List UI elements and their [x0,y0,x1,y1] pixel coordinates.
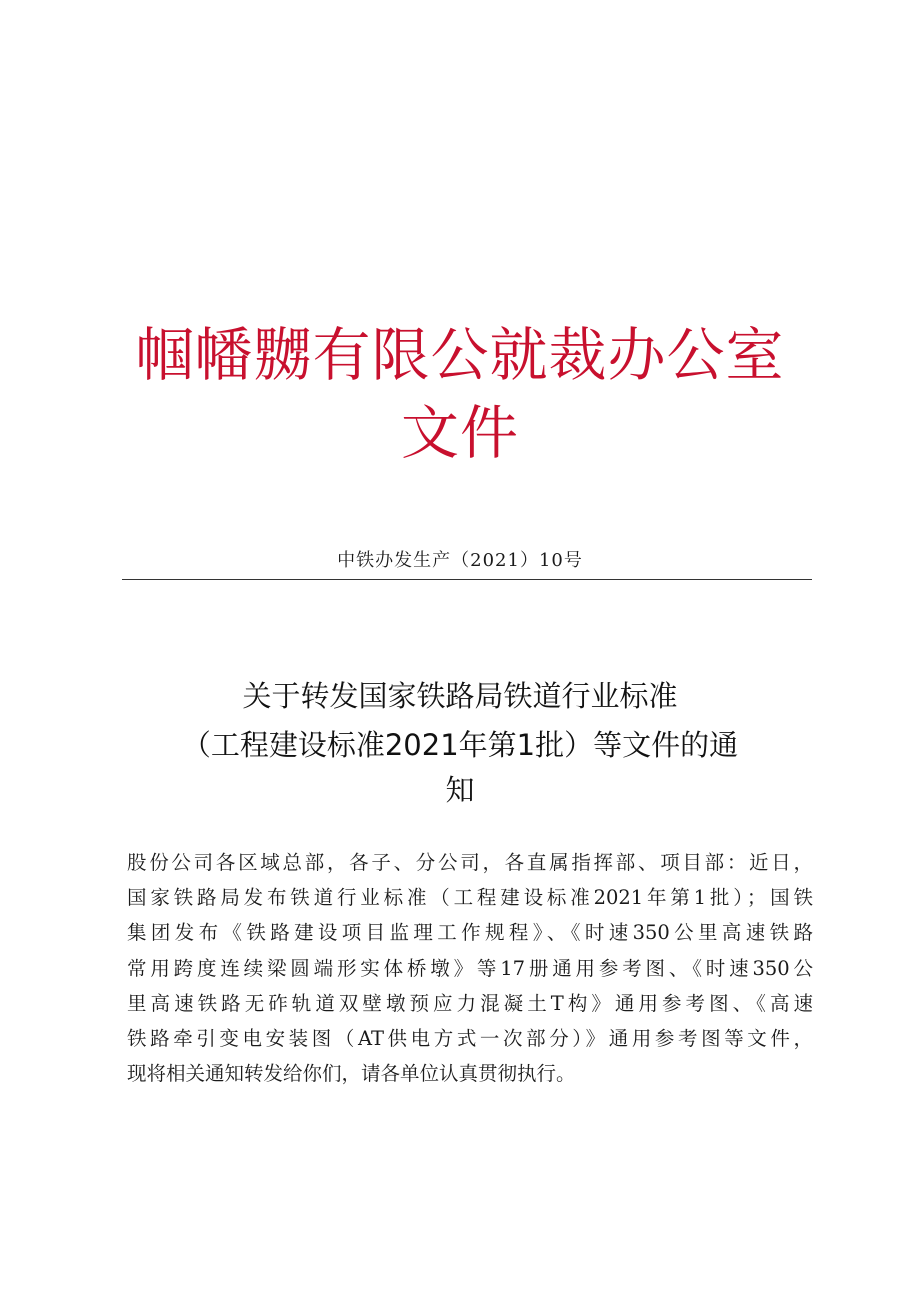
body-line: 里高速铁路无砟轨道双壁墩预应力混凝土T构》通用参考图、《高速 [127,991,813,1015]
document-number: 中铁办发生产（2021）10号 [337,550,583,571]
body-line: 常用跨度连续梁圆端形实体桥墩》等17册通用参考图、《时速350公 [127,956,813,980]
notice-title-line-3: 知 [445,773,475,807]
body-line: 现将相关通知转发给你们，请各单位认真贯彻执行。 [127,1062,576,1086]
issuer-title-suffix: 文件 [400,399,519,467]
body-line: 铁路牵引变电安装图（AT供电方式一次部分）》通用参考图等文件， [127,1027,813,1051]
body-line: 股份公司各区域总部，各子、分公司，各直属指挥部、项目部：近日， [127,851,813,874]
header-divider [122,579,812,580]
notice-title-line-1: 关于转发国家铁路局铁道行业标准 [242,679,678,713]
body-line: 国家铁路局发布铁道行业标准（工程建设标准2021年第1批）；国铁 [127,886,813,910]
body-line: 集团发布《铁路建设项目监理工作规程》、《时速350公里高速铁路 [127,921,813,945]
notice-title-line-2: （工程建设标准2021年第1批）等文件的通 [181,728,739,762]
notice-body [127,845,813,1091]
issuer-title: 帼幡嬲有限公就裁办公室 [135,321,785,389]
